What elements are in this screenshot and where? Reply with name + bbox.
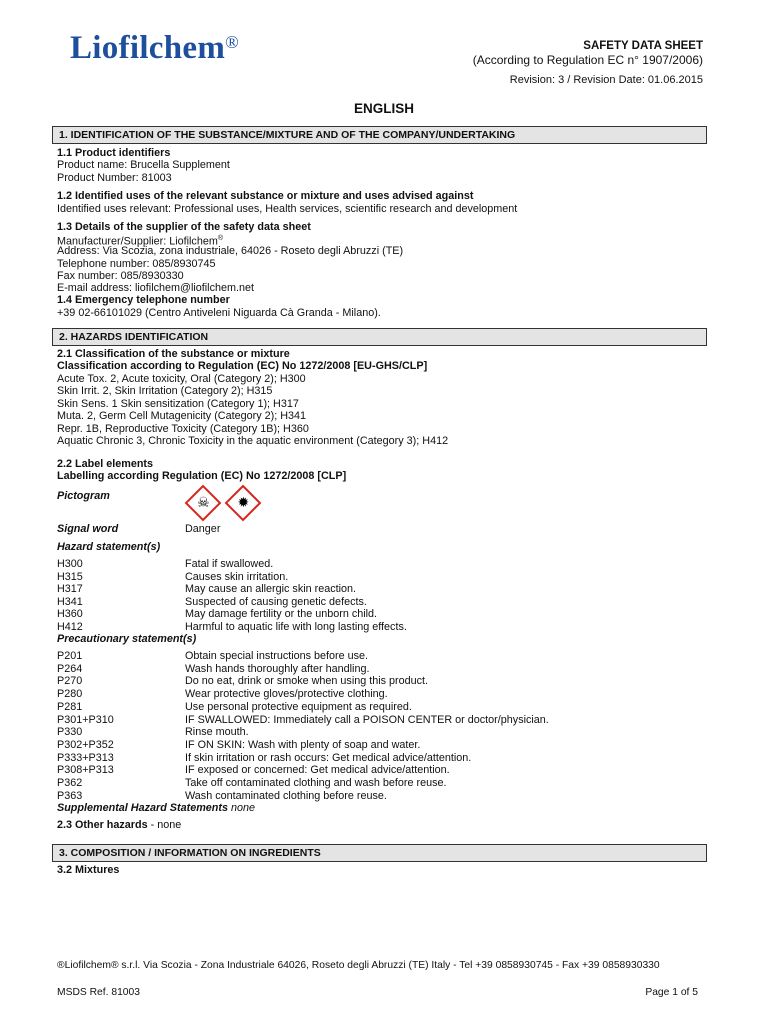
hazard-statement-text: Fatal if swallowed.	[185, 558, 274, 570]
precautionary-statement-code: P333+P313	[57, 751, 114, 764]
classification-item: Aquatic Chronic 3, Chronic Toxicity in the aquatic environment (Category 3); H412	[57, 435, 449, 447]
precautionary-statement-code: P363	[57, 789, 83, 802]
skull-crossbones-icon: ☠	[185, 485, 222, 522]
precautionary-statement-text: Wash contaminated clothing before reuse.	[185, 789, 387, 802]
precautionary-statement-text: IF exposed or concerned: Get medical advice/attention.	[185, 764, 450, 777]
s12-title: 1.2 Identified uses of the relevant substance or mixture and uses advised against	[57, 190, 474, 202]
precautionary-statement-code: P301+P310	[57, 713, 114, 726]
manufacturer: Manufacturer/Supplier: Liofilchem®	[57, 235, 224, 248]
classification-item: Muta. 2, Germ Cell Mutagenicity (Category 2); H341	[57, 410, 307, 423]
telephone: Telephone number: 085/8930745	[57, 258, 216, 270]
classification-item: Skin Irrit. 2, Skin Irritation (Category 2); H315	[57, 385, 273, 398]
hazard-statement-code: H341	[57, 595, 83, 608]
emergency-number: +39 02-66101029 (Centro Antiveleni Niguarda Cà Granda - Milano).	[57, 307, 381, 319]
precautionary-statement-text: IF ON SKIN: Wash with plenty of soap and water.	[185, 738, 421, 751]
hazard-statement-code: H360	[57, 608, 83, 621]
precautionary-statement-code: P201	[57, 650, 83, 662]
s14-title: 1.4 Emergency telephone number	[57, 294, 230, 306]
precautionary-statement-text: Obtain special instructions before use.	[185, 650, 369, 662]
hazard-statements-label: Hazard statement(s)	[57, 541, 161, 553]
supplemental-hazard: Supplemental Hazard Statements none	[57, 802, 256, 814]
other-hazards: 2.3 Other hazards - none	[57, 819, 182, 831]
precautionary-statement-code: P362	[57, 777, 83, 789]
language-heading: ENGLISH	[353, 101, 414, 116]
document-title: SAFETY DATA SHEET	[583, 40, 703, 52]
s11-title: 1.1 Product identifiers	[57, 147, 171, 159]
hazard-statement-code: H300	[57, 558, 83, 570]
precautionary-statement-text: IF SWALLOWED: Immediately call a POISON CENTER or doctor/physician.	[185, 713, 549, 726]
precautionary-statement-text: Use personal protective equipment as required.	[185, 700, 412, 713]
precautionary-statement-code: P270	[57, 675, 83, 688]
precautionary-statement-text: Do no eat, drink or smoke when using this product.	[185, 675, 429, 688]
hazard-statement-text: Harmful to aquatic life with long lasting effects.	[185, 621, 407, 633]
s32-title: 3.2 Mixtures	[57, 864, 120, 876]
precautionary-statement-text: If skin irritation or rash occurs: Get medical advice/attention.	[185, 751, 472, 764]
hazard-statement-text: May cause an allergic skin reaction.	[185, 583, 357, 596]
hazard-statement-code: H315	[57, 570, 83, 583]
email: E-mail address: liofilchem@liofilchem.net	[57, 282, 254, 294]
precautionary-statement-code: P280	[57, 688, 83, 701]
s21-subtitle: Classification according to Regulation (EC) No 1272/2008 [EU-GHS/CLP]	[57, 360, 428, 372]
precautionary-statement-text: Rinse mouth.	[185, 726, 249, 739]
page-number: Page 1 of 5	[645, 987, 698, 998]
section-1-heading: 1. IDENTIFICATION OF THE SUBSTANCE/MIXTURE AND OF THE COMPANY/UNDERTAKING	[52, 126, 707, 144]
signal-word: Danger	[185, 523, 221, 535]
classification-item: Skin Sens. 1 Skin sensitization (Category 1); H317	[57, 397, 299, 410]
precautionary-statements-label: Precautionary statement(s)	[57, 633, 197, 645]
precautionary-statement-code: P264	[57, 662, 83, 675]
classification-item: Repr. 1B, Reproductive Toxicity (Category 1B); H360	[57, 422, 309, 435]
s13-title: 1.3 Details of the supplier of the safety data sheet	[57, 221, 311, 233]
precautionary-statement-code: P302+P352	[57, 738, 114, 751]
hazard-statement-text: Suspected of causing genetic defects.	[185, 595, 367, 608]
product-name: Product name: Brucella Supplement	[57, 159, 230, 171]
company-logo: Liofilchem®	[70, 30, 240, 66]
pictogram-label: Pictogram	[57, 490, 110, 502]
hazard-statement-code: H412	[57, 621, 83, 633]
hazard-statement-text: Causes skin irritation.	[185, 570, 289, 583]
hazard-statement-text: May damage fertility or the unborn child.	[185, 608, 378, 621]
health-hazard-icon: ✹	[225, 485, 262, 522]
regulation-reference: (According to Regulation EC n° 1907/2006)	[472, 53, 703, 67]
classification-item: Acute Tox. 2, Acute toxicity, Oral (Category 2); H300	[57, 373, 306, 385]
msds-reference: MSDS Ref. 81003	[57, 987, 140, 998]
precautionary-statement-text: Take off contaminated clothing and wash before reuse.	[185, 777, 447, 789]
precautionary-statement-code: P308+P313	[57, 764, 114, 777]
hazard-statement-code: H317	[57, 583, 83, 596]
precautionary-statement-code: P281	[57, 700, 83, 713]
section-2-heading: 2. HAZARDS IDENTIFICATION	[52, 328, 707, 346]
signal-word-label: Signal word	[57, 523, 119, 535]
s12-text: Identified uses relevant: Professional uses, Health services, scientific research and development	[57, 203, 518, 215]
precautionary-statement-code: P330	[57, 726, 83, 739]
company-footer: ®Liofilchem® s.r.l. Via Scozia - Zona Industriale 64026, Roseto degli Abruzzi (TE) Italy - Tel +39 0858930745 - Fax +39 0858930330	[57, 960, 660, 971]
product-number: Product Number: 81003	[57, 172, 172, 184]
precautionary-statement-text: Wear protective gloves/protective clothing.	[185, 688, 388, 701]
precautionary-statement-text: Wash hands thoroughly after handling.	[185, 662, 370, 675]
revision-info: Revision: 3 / Revision Date: 01.06.2015	[509, 74, 703, 86]
s22-subtitle: Labelling according Regulation (EC) No 1272/2008 [CLP]	[57, 470, 347, 482]
fax: Fax number: 085/8930330	[57, 270, 184, 282]
address: Address: Via Scozia, zona industriale, 64026 - Roseto degli Abruzzi (TE)	[57, 245, 404, 257]
s22-title: 2.2 Label elements	[57, 458, 154, 470]
section-3-heading: 3. COMPOSITION / INFORMATION ON INGREDIENTS	[52, 844, 707, 862]
s21-title: 2.1 Classification of the substance or mixture	[57, 348, 290, 360]
